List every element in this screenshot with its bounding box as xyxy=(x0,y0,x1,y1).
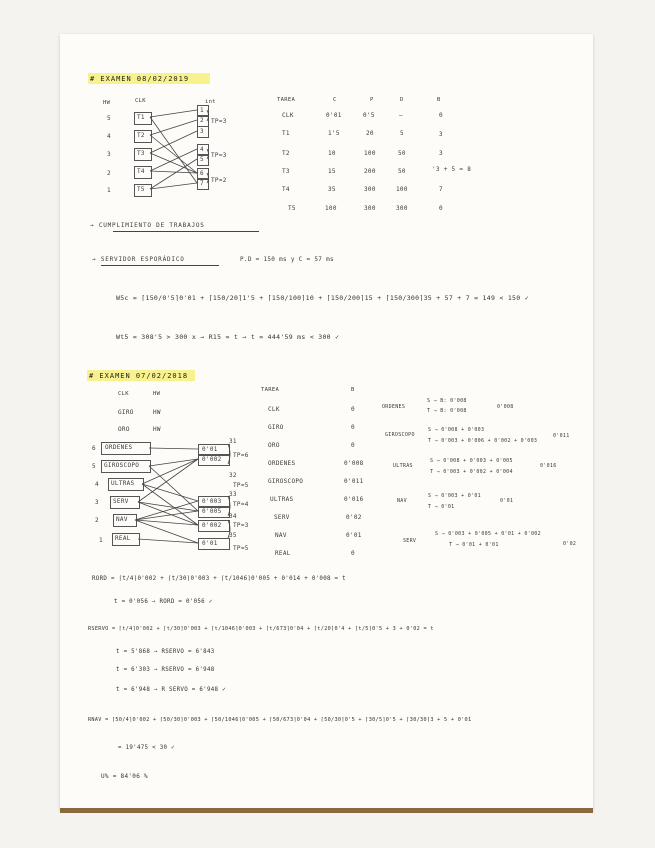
table2-cell: 0 xyxy=(351,406,355,413)
table2-cell: NAV xyxy=(275,532,287,539)
left-row-label: ORO xyxy=(118,426,130,433)
table2-cell: GIRO xyxy=(268,424,284,431)
table1-cell: 0 xyxy=(439,112,443,119)
table1-cell: T1 xyxy=(282,130,290,137)
exam2-title: # EXAMEN 07/02/2018 xyxy=(89,372,189,380)
task-label: REAL xyxy=(115,535,131,542)
task-label: T2 xyxy=(137,132,145,139)
calc-line: RORD = ⌈t/4⌉0'002 + ⌈t/30⌉0'003 + ⌈t/1046⌉0'005 + 0'014 + 0'008 = t xyxy=(92,576,346,582)
note-line: S → B: 0'008 xyxy=(427,398,467,404)
note-label: NAV xyxy=(397,498,407,504)
int-number: 35 xyxy=(229,532,237,539)
tp-label: TP=5 xyxy=(233,482,249,489)
table2-cell: GIROSCOPO xyxy=(268,478,304,485)
table1-cell: 300 xyxy=(364,205,376,212)
int-value: 0'005 xyxy=(202,508,222,515)
table1-cell: 300 xyxy=(396,205,408,212)
int-value: 0'002 xyxy=(202,522,222,529)
left-row-hw: HW xyxy=(153,409,161,416)
int-number: 31 xyxy=(229,438,237,445)
note-line: S → 0'003 + 0'01 xyxy=(428,493,481,499)
int-level: 5 xyxy=(200,156,204,163)
clk-header: CLK xyxy=(118,391,129,397)
note-result: 0'016 xyxy=(540,463,557,469)
table1-cell: 50 xyxy=(398,168,406,175)
table2-header: TAREA xyxy=(261,387,280,393)
hw-level: 5 xyxy=(107,115,111,122)
note-label: ULTRAS xyxy=(393,463,413,469)
table1-cell: 15 xyxy=(328,168,336,175)
calc-line: t = 6'948 → R SERVO = 6'948 ✓ xyxy=(116,687,226,693)
hw-level: 1 xyxy=(107,187,111,194)
table1-cell: 100 xyxy=(396,186,408,193)
table2-cell: SERV xyxy=(274,514,290,521)
tp-label: TP=5 xyxy=(233,545,249,552)
int-level: 7 xyxy=(200,180,204,187)
left-row-hw: HW xyxy=(153,426,161,433)
note-label: GIROSCOPO xyxy=(385,432,415,438)
table2-cell: REAL xyxy=(275,550,291,557)
formula: W5c = ⌈150/0'5⌉0'01 + ⌈150/20⌉1'5 + ⌈150/100⌉10 + ⌈150/200⌉15 + ⌈150/300⌉35 + 57 + 7 = 149 < 150 ✓ xyxy=(116,294,529,302)
table2-cell: 0 xyxy=(351,424,355,431)
table2-cell: 0'01 xyxy=(346,532,362,539)
int-level: 6 xyxy=(200,170,204,177)
left-row-label: GIRO xyxy=(118,409,134,416)
table1-header: C xyxy=(333,97,337,103)
tp-label: TP=2 xyxy=(211,177,227,184)
table1-header: B xyxy=(437,97,441,103)
tp-label: TP=4 xyxy=(233,501,249,508)
exam1-title: # EXAMEN 08/02/2019 xyxy=(90,75,190,83)
int-value: 0'01 xyxy=(202,446,218,453)
table1-cell: 3 xyxy=(439,150,443,157)
task-priority: 2 xyxy=(95,517,99,524)
table1-cell: 200 xyxy=(364,168,376,175)
formula: Wt5 = 308'5 > 300 x → R15 = t → t = 444'59 ms < 300 ✓ xyxy=(116,333,340,341)
calc-line: t = 6'303 → RSERVO = 6'948 xyxy=(116,667,215,673)
tp-label: TP=3 xyxy=(233,522,249,529)
table1-cell: 0 xyxy=(439,205,443,212)
note-line: T → B: 0'008 xyxy=(427,408,467,414)
table1-cell: 50 xyxy=(398,150,406,157)
table1-header: D xyxy=(400,97,404,103)
tp-label: TP=3 xyxy=(211,152,227,159)
tp-label: TP=6 xyxy=(233,452,249,459)
int-number: 34 xyxy=(229,513,237,520)
table1-cell: 10 xyxy=(328,150,336,157)
task-label: T1 xyxy=(137,114,145,121)
calc-line: RSERVO = ⌈t/4⌉0'002 + ⌈t/30⌉0'003 + ⌈t/1046⌉0'003 + ⌈t/673⌉0'04 + ⌈t/20⌉0'4 + ⌈t/5⌉0'5 + 3 + 0'02 = t xyxy=(88,626,434,632)
table1-cell: 5 xyxy=(400,130,404,137)
table1-cell: T2 xyxy=(282,150,290,157)
server-params: P.D = 150 ms y C = 57 ms xyxy=(240,256,334,263)
table1-cell: 35 xyxy=(328,186,336,193)
calc-line: t = 5'868 → RSERVO = 6'843 xyxy=(116,649,215,655)
table1-cell: 1'5 xyxy=(328,130,340,137)
table2-header: B xyxy=(351,387,355,393)
int-level: 4 xyxy=(200,146,204,153)
note-result: 0'011 xyxy=(553,433,570,439)
task-priority: 6 xyxy=(92,445,96,452)
calc-line: = 19'475 < 30 ✓ xyxy=(118,745,175,751)
task-label: ORDENES xyxy=(105,444,133,451)
note-line: S → 0'008 + 0'003 xyxy=(428,427,485,433)
table1-cell: T4 xyxy=(282,186,290,193)
task-label: GIROSCOPO xyxy=(104,462,140,469)
note-label: SERV xyxy=(403,538,417,544)
table1-cell: 20 xyxy=(366,130,374,137)
task-priority: 4 xyxy=(95,481,99,488)
task-priority: 1 xyxy=(99,537,103,544)
int-level: 2 xyxy=(200,117,204,124)
task-priority: 3 xyxy=(95,499,99,506)
table2-cell: ULTRAS xyxy=(270,496,294,503)
section-heading: → CUMPLIMIENTO DE TRABAJOS xyxy=(90,222,205,229)
table1-cell: 0'5 xyxy=(363,112,375,119)
task-label: T5 xyxy=(137,186,145,193)
table2-cell: ORDENES xyxy=(268,460,296,467)
table1-cell: 0'01 xyxy=(326,112,342,119)
table2-cell: CLK xyxy=(268,406,280,413)
table2-cell: 0'008 xyxy=(344,460,364,467)
note-line: T → 0'003 + 0'002 + 0'004 xyxy=(430,469,513,475)
note-line: S → 0'003 + 0'005 + 0'01 + 0'002 xyxy=(435,531,541,537)
int-header: int xyxy=(205,99,216,105)
task-label: NAV xyxy=(116,516,128,523)
calc-line: RNAV = ⌈50/4⌉0'002 + ⌈50/30⌉0'003 + ⌈50/1046⌉0'005 + ⌈50/673⌉0'04 + ⌈50/30⌉0'5 + ⌈30/5⌉0'5 + ⌈30/30⌉3 + 5 + 0'01 xyxy=(88,717,472,723)
clk-header: CLK xyxy=(135,98,146,104)
table1-cell: 3 xyxy=(439,131,443,138)
table1-cell: — xyxy=(399,112,403,119)
table2-cell: 0 xyxy=(351,550,355,557)
task-label: T3 xyxy=(137,150,145,157)
note-line: S → 0'008 + 0'003 + 0'005 xyxy=(430,458,513,464)
table1-header: P xyxy=(370,97,374,103)
int-level: 1 xyxy=(200,107,204,114)
tp-label: TP=3 xyxy=(211,118,227,125)
calc-line: U% = 84'06 % xyxy=(101,773,148,780)
int-number: 33 xyxy=(229,491,237,498)
section-heading: → SERVIDOR ESPORÁDICO xyxy=(92,256,185,263)
table1-cell: 300 xyxy=(364,186,376,193)
table1-cell: T3 xyxy=(282,168,290,175)
table1-cell: 7 xyxy=(439,186,443,193)
note-line: T → 0'01 + 0'01 xyxy=(449,542,499,548)
note-label: ORDENES xyxy=(382,404,406,410)
int-value: 0'003 xyxy=(202,498,222,505)
task-priority: 5 xyxy=(92,463,96,470)
table1-header: TAREA xyxy=(277,97,296,103)
table2-cell: 0'02 xyxy=(346,514,362,521)
hw-header: HW xyxy=(103,100,111,106)
table1-cell: CLK xyxy=(282,112,294,119)
table1-cell: 100 xyxy=(325,205,337,212)
table1-cell: 100 xyxy=(364,150,376,157)
note-result: 0'02 xyxy=(563,541,577,547)
hw-level: 3 xyxy=(107,151,111,158)
note-result: 0'008 xyxy=(497,404,514,410)
calc-line: t = 0'056 → RORD = 0'056 ✓ xyxy=(114,599,213,605)
note-result: 0'01 xyxy=(500,498,514,504)
table1-cell: '3 + 5 = 8 xyxy=(432,166,472,173)
int-number: 32 xyxy=(229,472,237,479)
table2-cell: 0'016 xyxy=(344,496,364,503)
hw-level: 2 xyxy=(107,170,111,177)
table1-cell: T5 xyxy=(288,205,296,212)
task-label: T4 xyxy=(137,168,145,175)
task-label: ULTRAS xyxy=(111,480,135,487)
int-value: 0'002 xyxy=(202,456,222,463)
note-line: T → 0'003 + 0'006 + 0'002 + 0'003 xyxy=(428,438,538,444)
task-label: SERV xyxy=(113,498,129,505)
note-line: T → 0'01 xyxy=(428,504,455,510)
table2-cell: 0 xyxy=(351,442,355,449)
hw-level: 4 xyxy=(107,133,111,140)
table2-cell: 0'011 xyxy=(344,478,364,485)
table2-cell: ORO xyxy=(268,442,280,449)
int-level: 3 xyxy=(200,128,204,135)
int-value: 0'01 xyxy=(202,540,218,547)
hw-header: HW xyxy=(153,391,161,397)
